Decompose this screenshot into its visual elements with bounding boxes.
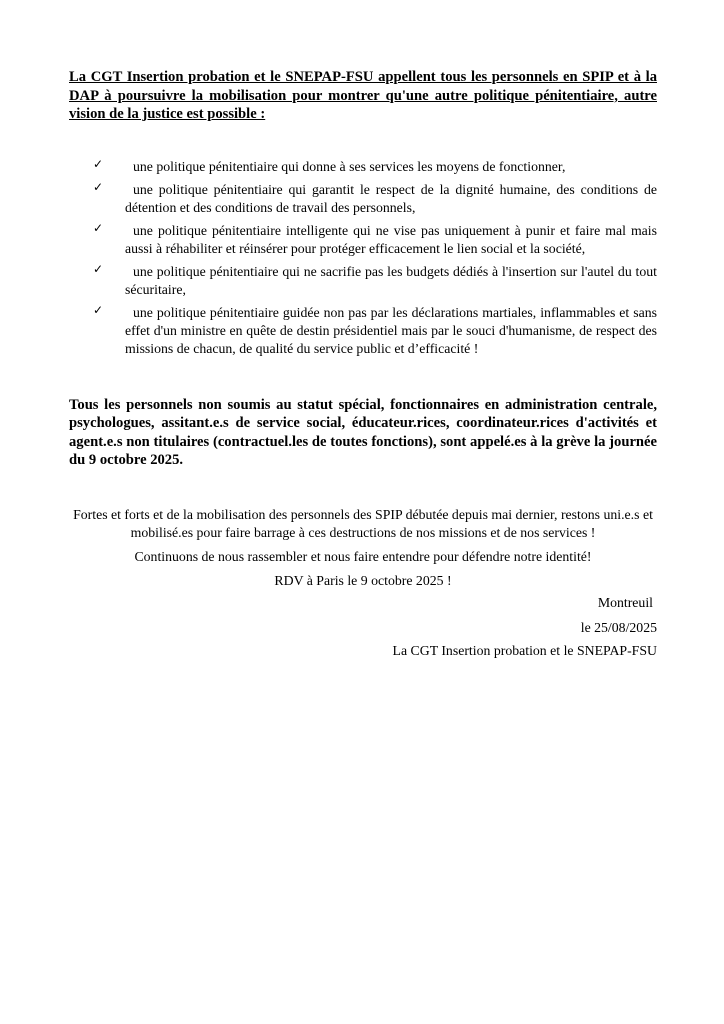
demand-text: une politique pénitentiaire qui ne sacrifie pas les budgets dédiés à l'insertion sur l'autel du tout sécuritaire, — [125, 263, 657, 297]
strike-call-paragraph: Tous les personnels non soumis au statut spécial, fonctionnaires en administration centrale, psychologues, assitant.e.s de service social, éducateur.rices, coordinateur.rices d'activités et agent.e.s non titulaires (contractuel.les de toutes fonctions), sont appelé.es à la grève la journée du 9 octobre 2025. — [69, 396, 657, 468]
closing-block — [69, 506, 657, 590]
check-mark-icon: ✓ — [93, 220, 104, 235]
signature-date: le 25/08/2025 — [580, 620, 657, 635]
check-mark-icon: ✓ — [93, 261, 104, 276]
demand-text: une politique pénitentiaire qui garantit le respect de la dignité humaine, des conditions de détention et des conditions de travail des personnels, — [125, 181, 657, 215]
check-mark-icon: ✓ — [93, 179, 104, 194]
demand-item — [69, 222, 657, 258]
demands-list — [69, 158, 657, 358]
demand-item — [69, 263, 657, 299]
closing-line: Continuons de nous rassembler et nous faire entendre pour défendre notre identité! — [134, 548, 592, 564]
demand-item — [69, 181, 657, 217]
demand-text: une politique pénitentiaire intelligente qui ne vise pas uniquement à punir et faire mal mais aussi à réhabiliter et réinsérer pour protéger efficacement le lien social et la société, — [125, 222, 657, 256]
closing-line: Fortes et forts et de la mobilisation des personnels des SPIP débutée depuis mai dernier, restons uni.e.s et mobilisé.es pour faire barrage à ces destructions de nos missions et de nos services ! — [73, 506, 653, 540]
demand-item — [69, 304, 657, 358]
signature-city: Montreuil — [597, 595, 653, 610]
closing-line: RDV à Paris le 9 octobre 2025 ! — [274, 572, 452, 588]
intro-heading: La CGT Insertion probation et le SNEPAP-FSU appellent tous les personnels en SPIP et à la DAP à poursuivre la mobilisation pour montrer qu'une autre politique pénitentiaire, autre vision de la justice est possible : — [69, 69, 657, 122]
document-page — [69, 68, 657, 658]
demand-text: une politique pénitentiaire qui donne à ses services les moyens de fonctionner, — [133, 158, 566, 174]
check-mark-icon: ✓ — [93, 156, 104, 171]
demand-item — [69, 158, 657, 176]
demand-text: une politique pénitentiaire guidée non pas par les déclarations martiales, inflammables et sans effet d'un ministre en quête de destin présidentiel mais par le souci d'humanisme, de respect des missions de chacun, de qualité du service public et d’efficacité ! — [125, 304, 657, 356]
signature-organizations: La CGT Insertion probation et le SNEPAP-FSU — [392, 643, 657, 658]
check-mark-icon: ✓ — [93, 302, 104, 317]
